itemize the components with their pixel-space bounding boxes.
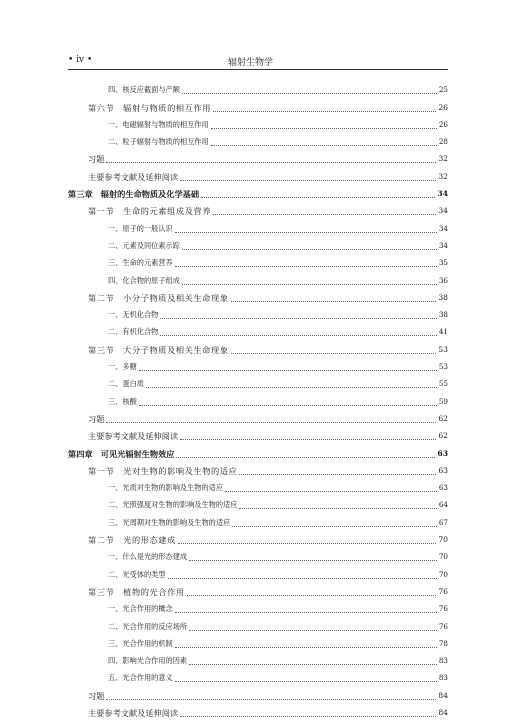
toc-entry	[68, 132, 448, 149]
dot-leader	[189, 664, 437, 665]
toc-entry-page: 62	[438, 413, 448, 423]
dot-leader	[168, 578, 437, 579]
dot-leader	[139, 405, 437, 406]
dot-leader	[139, 370, 437, 371]
toc-entry-label: 一、光合作用的概念	[108, 604, 173, 614]
toc-entry	[68, 391, 448, 408]
toc-entry-page: 34	[438, 240, 448, 250]
toc-entry-label: 三、生命的元素营养	[108, 258, 173, 268]
toc-entry-page: 63	[438, 465, 448, 475]
toc-entry-page: 41	[438, 327, 448, 337]
toc-entry-label: 二、蛋白质	[108, 379, 144, 389]
toc-entry	[68, 80, 448, 97]
toc-entry-page: 63	[438, 483, 448, 493]
toc-entry	[68, 478, 448, 495]
toc-entry	[68, 115, 448, 132]
toc-entry-label: 第三节 大分子物质及相关生命现象	[88, 344, 229, 355]
toc-entry-label: 第三章 辐射的生命物质及化学基础	[68, 189, 200, 200]
toc-entry	[68, 530, 448, 547]
toc-entry	[68, 426, 448, 443]
toc-entry	[68, 184, 448, 201]
toc-entry-label: 二、元素及同位素示踪	[108, 240, 180, 250]
toc-entry-page: 67	[438, 517, 448, 527]
toc-entry-label: 第三节 植物的光合作用	[88, 586, 185, 597]
toc-entry	[68, 357, 448, 374]
toc-entry-label: 第二节 小分子物质及相关生命现象	[88, 292, 229, 303]
toc-entry-page: 70	[438, 552, 448, 562]
toc-entry-label: 习题	[88, 413, 105, 424]
dot-leader	[106, 422, 436, 423]
toc-entry	[68, 582, 448, 599]
toc-entry-page: 83	[438, 673, 448, 683]
toc-entry	[68, 149, 448, 166]
toc-entry	[68, 236, 448, 253]
toc-entry-page: 25	[438, 85, 448, 95]
dot-leader	[106, 699, 436, 700]
toc-entry-page: 76	[438, 604, 448, 614]
toc-entry-page: 55	[438, 379, 448, 389]
toc-entry	[68, 564, 448, 581]
toc-entry	[68, 443, 448, 460]
dot-leader	[187, 595, 437, 596]
toc-entry	[68, 685, 448, 702]
toc-entry-page: 83	[438, 656, 448, 666]
toc-entry-page: 84	[438, 690, 448, 700]
toc-entry	[68, 166, 448, 183]
toc-entry	[68, 495, 448, 512]
toc-entry-label: 一、什么是光的形态建成	[108, 552, 188, 562]
dot-leader	[239, 508, 436, 509]
toc-entry-page: 53	[438, 362, 448, 372]
dot-leader	[201, 197, 435, 198]
dot-leader	[231, 301, 437, 302]
toc-entry	[68, 461, 448, 478]
toc-entry-page: 84	[438, 707, 448, 717]
toc-entry-label: 主要参考文献及延伸阅读	[88, 707, 179, 718]
dot-leader	[182, 249, 437, 250]
toc-entry-page: 28	[438, 137, 448, 147]
dot-leader	[231, 353, 437, 354]
toc-entry	[68, 339, 448, 356]
dot-leader	[213, 111, 436, 112]
toc-entry-page: 38	[438, 310, 448, 320]
toc-entry-page: 32	[438, 171, 448, 181]
dot-leader	[146, 387, 437, 388]
toc-entry	[68, 374, 448, 391]
toc-entry	[68, 288, 448, 305]
toc-entry-label: 四、化合物的原子组成	[108, 275, 180, 285]
toc-entry-page: 26	[438, 102, 448, 112]
toc-entry	[68, 201, 448, 218]
toc-entry-label: 习题	[88, 690, 105, 701]
toc-entry-label: 二、光合作用的反应场所	[108, 621, 188, 631]
toc-entry-page: 78	[438, 638, 448, 648]
toc-entry-label: 四、影响光合作用的因素	[108, 656, 188, 666]
toc-entry-page: 59	[438, 396, 448, 406]
toc-entry-page: 63	[437, 448, 448, 458]
toc-entry-label: 一、无机化合物	[108, 310, 159, 320]
toc-entry-page: 34	[438, 206, 448, 216]
toc-entry-page: 76	[438, 621, 448, 631]
toc-entry-label: 主要参考文献及延伸阅读	[88, 171, 179, 182]
dot-leader	[189, 630, 437, 631]
toc-entry-page: 70	[438, 569, 448, 579]
dot-leader	[182, 284, 437, 285]
dot-leader	[211, 128, 437, 129]
toc-entry-page: 62	[438, 431, 448, 441]
toc-entry	[68, 305, 448, 322]
toc-entry-page: 34	[438, 223, 448, 233]
toc-entry-label: 一、多糖	[108, 362, 137, 372]
toc-entry	[68, 599, 448, 616]
toc-entry-label: 一、原子的一般认识	[108, 223, 173, 233]
toc-entry	[68, 634, 448, 651]
toc-entry	[68, 270, 448, 287]
dot-leader	[239, 474, 436, 475]
dot-leader	[175, 612, 437, 613]
toc-entry	[68, 253, 448, 270]
toc-entry-page: 35	[438, 258, 448, 268]
toc-entry-page: 32	[438, 154, 448, 164]
dot-leader	[175, 647, 437, 648]
toc-entry-label: 四、核反应截面与产额	[108, 85, 180, 95]
dot-leader	[175, 681, 437, 682]
toc-entry-page: 64	[438, 500, 448, 510]
dot-leader	[175, 266, 437, 267]
toc-entry-label: 第六节 辐射与物质的相互作用	[88, 102, 212, 113]
toc-entry-label: 三、光周期对生物的影响及生物的适应	[108, 517, 231, 527]
toc-entry-label: 一、电磁辐射与物质的相互作用	[108, 119, 209, 129]
dot-leader	[160, 318, 437, 319]
dot-leader	[213, 214, 436, 215]
dot-leader	[182, 93, 437, 94]
toc-entry-page: 38	[438, 292, 448, 302]
toc-entry-page: 26	[438, 119, 448, 129]
toc-entry-label: 三、光合作用的机制	[108, 638, 173, 648]
toc-entry-page: 70	[438, 535, 448, 545]
table-of-contents	[68, 80, 448, 720]
toc-entry	[68, 512, 448, 529]
dot-leader	[180, 439, 436, 440]
toc-entry-label: 一、光质对生物的影响及生物的适应	[108, 483, 224, 493]
toc-entry-label: 习题	[88, 154, 105, 165]
toc-entry	[68, 616, 448, 633]
toc-entry-label: 二、有机化合物	[108, 327, 159, 337]
toc-entry-page: 53	[438, 344, 448, 354]
dot-leader	[178, 543, 436, 544]
toc-entry-label: 第四章 可见光辐射生物效应	[68, 448, 175, 459]
header-rule	[68, 69, 448, 70]
toc-entry	[68, 547, 448, 564]
toc-entry	[68, 668, 448, 685]
dot-leader	[175, 232, 437, 233]
toc-entry	[68, 651, 448, 668]
dot-leader	[106, 162, 436, 163]
dot-leader	[211, 145, 437, 146]
toc-entry-label: 第一节 生命的元素组成及营养	[88, 206, 212, 217]
toc-entry	[68, 97, 448, 114]
dot-leader	[180, 180, 436, 181]
toc-entry-page: 34	[437, 189, 448, 199]
toc-entry-label: 五、光合作用的意义	[108, 673, 173, 683]
toc-entry	[68, 703, 448, 720]
toc-entry-label: 主要参考文献及延伸阅读	[88, 431, 179, 442]
toc-entry	[68, 409, 448, 426]
dot-leader	[160, 335, 437, 336]
toc-entry-label: 二、光受体的类型	[108, 569, 166, 579]
toc-entry	[68, 218, 448, 235]
toc-entry-label: 第二节 光的形态建成	[88, 535, 176, 546]
dot-leader	[232, 526, 437, 527]
running-title: 辐射生物学	[228, 58, 274, 68]
page-header	[68, 55, 448, 69]
dot-leader	[176, 457, 435, 458]
toc-entry	[68, 322, 448, 339]
toc-entry-label: 第一节 光对生物的影响及生物的适应	[88, 465, 238, 476]
toc-entry-label: 三、核酸	[108, 396, 137, 406]
toc-entry-label: 二、光照强度对生物的影响及生物的适应	[108, 500, 238, 510]
dot-leader	[189, 560, 437, 561]
page-number: • iv •	[68, 55, 93, 65]
toc-entry-page: 36	[438, 275, 448, 285]
toc-entry-label: 二、粒子辐射与物质的相互作用	[108, 137, 209, 147]
toc-entry-page: 76	[438, 586, 448, 596]
dot-leader	[225, 491, 437, 492]
